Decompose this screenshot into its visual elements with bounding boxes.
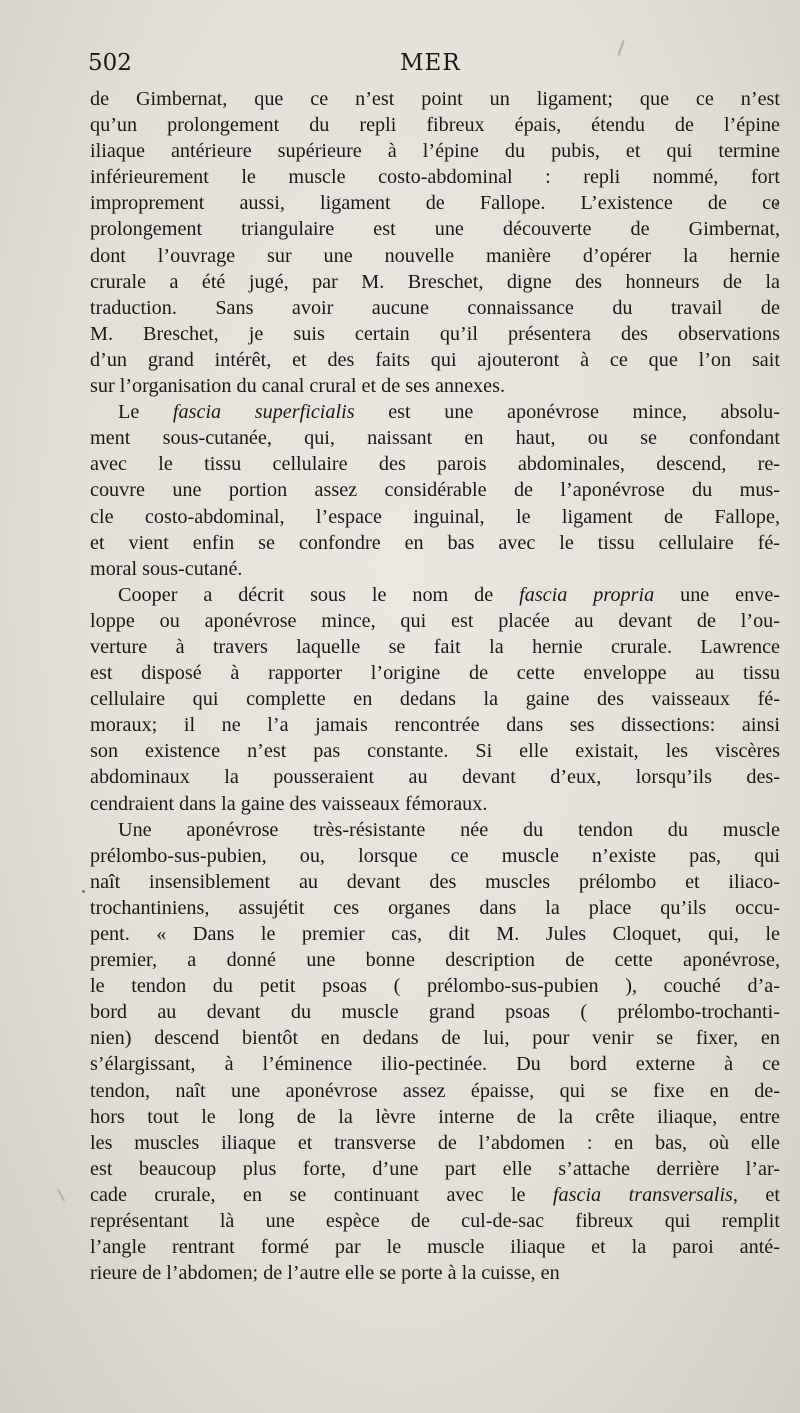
text-run: iliaque antérieure supérieure à l’épine du pubis, et qui termine [90,140,780,163]
text-run: improprement aussi, ligament de Fallope. L’existence de ce [90,192,780,215]
text-run: les muscles iliaque et transverse de l’abdomen : en bas, où elle [90,1131,780,1154]
text-run: Une aponévrose très-résistante née du tendon du muscle [118,818,780,841]
text-run: et vient enfin se confondre en bas avec le tissu cellulaire fé- [90,531,780,554]
text-run: bord au devant du muscle grand psoas ( prélombo-trochanti- [90,1001,780,1024]
text-run: une enve- [654,583,780,606]
text-run: prolongement triangulaire est une découverte de Gimbernat, [90,218,780,241]
text-run: Le [118,401,173,424]
text-line [90,1078,780,1104]
text-run: tendon, naît une aponévrose assez épaisse, qui se fixe en de- [90,1079,780,1102]
text-run: est disposé à rapporter l’origine de cette enveloppe au tissu [90,662,780,685]
text-line [90,1234,780,1260]
text-line [90,138,780,164]
text-line [90,86,780,112]
text-line [90,1025,780,1051]
text-line [90,1051,780,1077]
text-run: Cooper a décrit sous le nom de [118,583,520,606]
text-line [90,660,780,686]
text-line [90,164,780,190]
text-run: hors tout le long de la lèvre interne de la crête iliaque, entre [90,1105,780,1128]
text-run: qu’un prolongement du repli fibreux épais, étendu de l’épine [90,114,780,137]
text-run: cade crurale, en se continuant avec le [90,1183,553,1206]
text-run: l’angle rentrant formé par le muscle iliaque et la paroi anté- [90,1236,780,1259]
text-line [90,1130,780,1156]
text-run: abdominaux la pousseraient au devant d’eux, lorsqu’ils des- [90,766,780,789]
text-run: pent. « Dans le premier cas, dit M. Jules Cloquet, qui, le [90,923,780,945]
text-line [90,634,780,660]
text-run: avec le tissu cellulaire des parois abdominales, descend, re- [90,453,780,476]
running-head: MER [400,50,461,76]
text-run: couvre une portion assez considérable de l’aponévrose du mus- [90,479,780,502]
text-line [90,712,780,738]
italic-term: fascia propria [519,583,655,606]
text-line [90,373,780,399]
text-run: verture à travers laquelle se fait la hernie crurale. Lawrence [90,635,780,658]
paragraph [90,399,780,582]
text-line [90,112,780,138]
text-run: dont l’ouvrage sur une nouvelle manière d’opérer la hernie [90,244,780,267]
text-run: d’un grand intérêt, et des faits qui ajouteront à ce que l’on sait [90,348,780,371]
text-line [90,895,780,921]
text-line [90,999,780,1025]
text-line [90,243,780,269]
text-line [90,1182,780,1208]
text-line [90,425,780,451]
text-run: de Gimbernat, que ce n’est point un ligament; que ce n’est [90,88,780,110]
text-line [90,190,780,216]
text-run: traduction. Sans avoir aucune connaissance du travail de [90,296,780,319]
text-run: M. Breschet, je suis certain qu’il présentera des observations [90,322,780,345]
text-line [90,869,780,895]
paragraph [90,582,780,817]
text-run: est une aponévrose mince, absolu- [354,401,780,424]
text-line [90,530,780,556]
text-line [90,843,780,869]
text-line [90,295,780,321]
text-run: loppe ou aponévrose mince, qui est placée au devant de l’ou- [90,609,780,632]
text-line [90,321,780,347]
text-run: nien) descend bientôt en dedans de lui, pour venir se fixer, en [90,1027,780,1050]
text-run: est beaucoup plus forte, d’une part elle s’attache derrière l’ar- [90,1157,780,1180]
text-run: ment sous-cutanée, qui, naissant en haut, ou se confondant [90,427,780,450]
paper-speck [82,890,85,893]
text-line [90,738,780,764]
text-run: le tendon du petit psoas ( prélombo-sus-pubien ), couché d’a- [90,975,780,998]
text-line [90,1104,780,1130]
paragraph [90,86,780,399]
text-run: trochantiniens, assujétit ces organes dans la place qu’ils occu- [90,896,780,919]
text-line [90,504,780,530]
text-line [90,817,780,843]
text-run: naît insensiblement au devant des muscles prélombo et iliaco- [90,870,780,893]
text-line [90,347,780,373]
text-line [90,764,780,790]
text-run: s’élargissant, à l’éminence ilio-pectinée. Du bord externe à ce [90,1053,780,1076]
text-run: crurale a été jugé, par M. Breschet, digne des honneurs de la [90,270,780,293]
text-line [90,973,780,999]
text-line [90,556,780,582]
page-header [88,50,770,84]
text-line [90,451,780,477]
text-line [90,216,780,242]
page-number: 502 [88,50,132,76]
text-run: premier, a donné une bonne description de cette aponévrose, [90,949,780,972]
text-run: , et [732,1183,780,1206]
text-run: moral sous-cutané. [90,557,243,580]
text-run: prélombo-sus-pubien, ou, lorsque ce muscle n’existe pas, qui [90,844,780,867]
text-line [90,791,780,817]
paragraph [90,817,780,1287]
text-run: cendraient dans la gaine des vaisseaux fémoraux. [90,792,488,815]
paper-speck [57,1188,66,1201]
text-line [90,608,780,634]
text-run: inférieurement le muscle costo-abdominal : repli nommé, fort [90,166,780,189]
text-line [90,269,780,295]
text-run: cellulaire qui complette en dedans la gaine des vaisseaux fé- [90,688,780,711]
text-line [90,477,780,503]
text-line [90,921,780,947]
text-line [90,399,780,425]
text-run: représentant là une espèce de cul-de-sac fibreux qui remplit [90,1210,780,1233]
text-run: moraux; il ne l’a jamais rencontrée dans ses dissections: ainsi [90,714,780,737]
text-line [90,582,780,608]
italic-term: fascia superficialis [172,401,355,424]
text-line [90,947,780,973]
text-line [90,1260,780,1286]
text-run: son existence n’est pas constante. Si elle existait, les viscères [90,740,780,763]
italic-term: fascia transversalis [552,1183,733,1206]
text-line [90,1208,780,1234]
text-run: rieure de l’abdomen; de l’autre elle se porte à la cuisse, en [90,1262,560,1285]
text-line [90,1156,780,1182]
body-text [90,86,780,1286]
text-line [90,686,780,712]
text-run: sur l’organisation du canal crural et de ses annexes. [90,375,506,398]
text-run: cle costo-abdominal, l’espace inguinal, le ligament de Fallope, [90,505,780,528]
